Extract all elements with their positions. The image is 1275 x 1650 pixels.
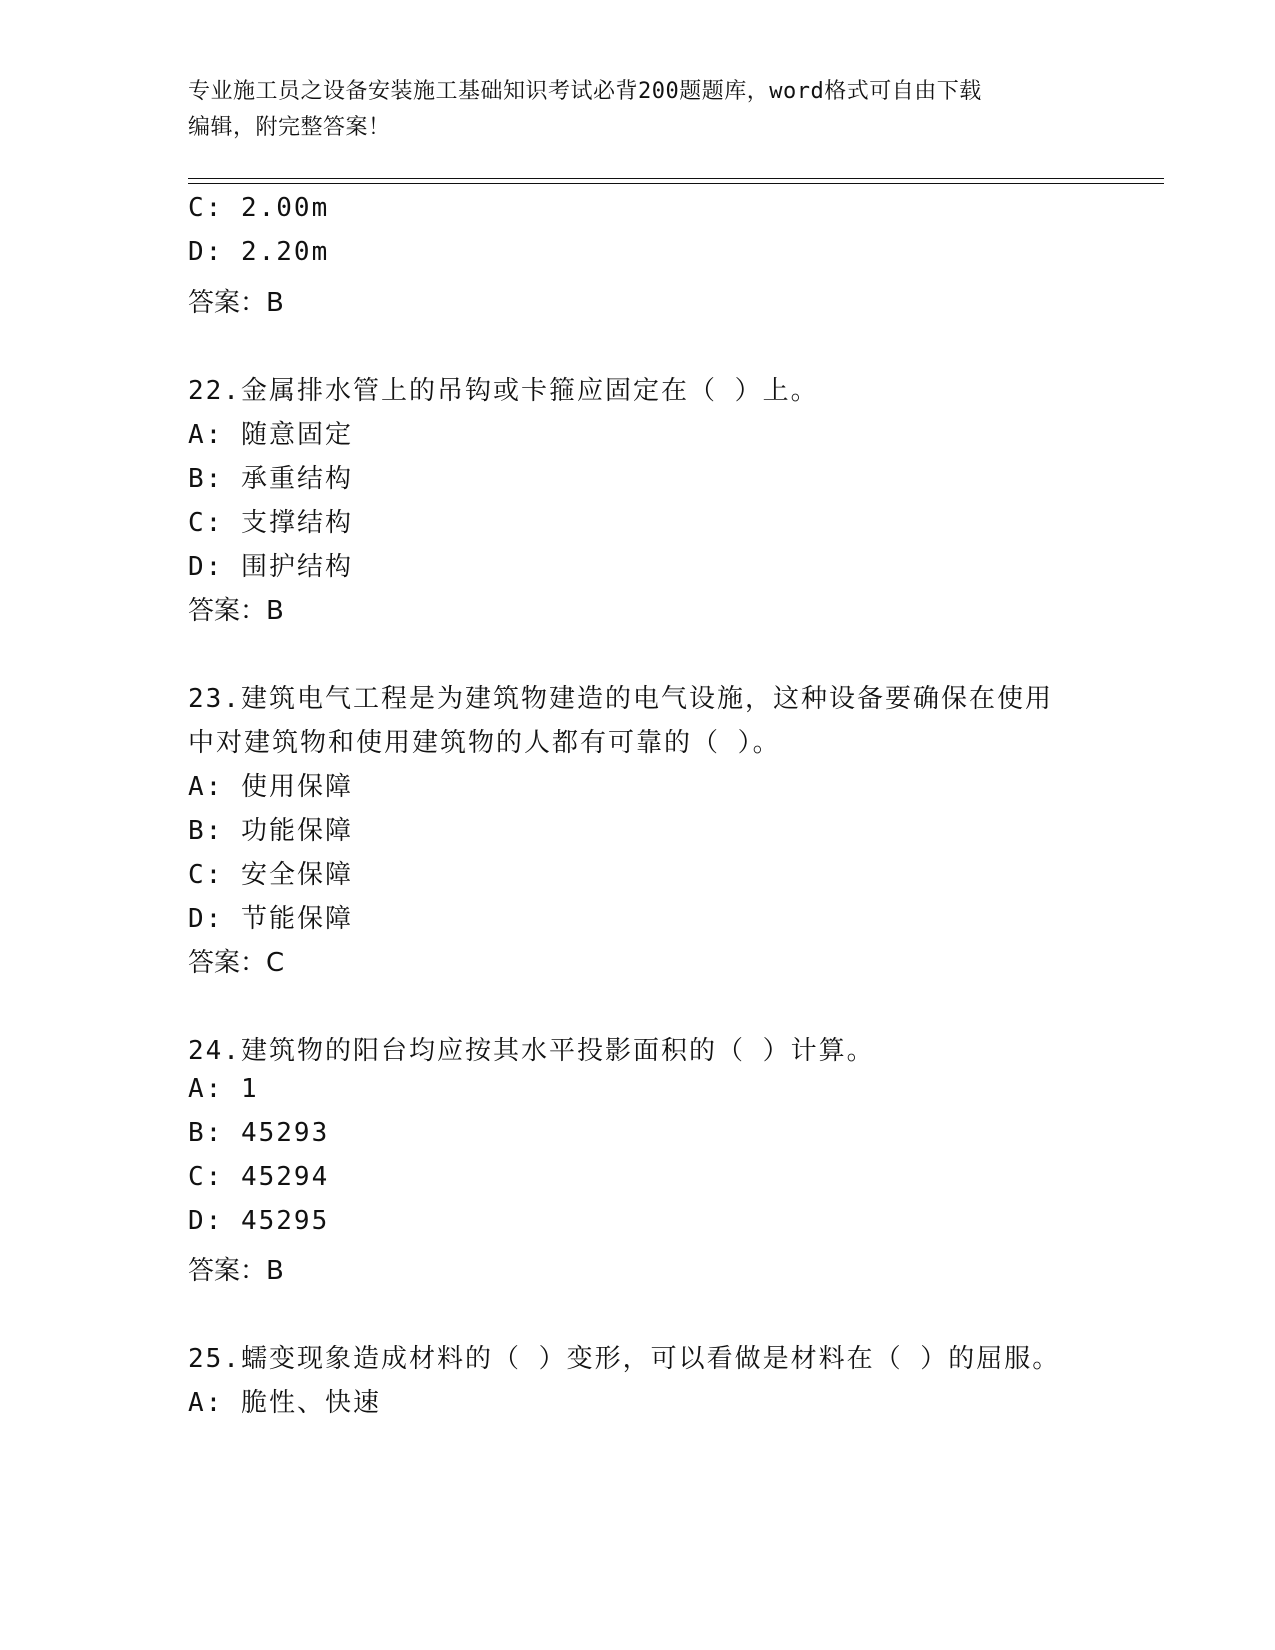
q23-answer: 答案：C (188, 948, 285, 978)
q22-answer: 答案：B (188, 596, 284, 626)
q24-stem: 24.建筑物的阳台均应按其水平投影面积的（ ）计算。 (188, 1036, 875, 1066)
q25-option-a: A: 脆性、快速 (188, 1388, 381, 1418)
q23-option-c: C: 安全保障 (188, 860, 353, 890)
q22-option-d: D: 围护结构 (188, 552, 353, 582)
header-divider-bottom (188, 183, 1164, 184)
q22-option-c: C: 支撑结构 (188, 508, 353, 538)
q22-stem: 22.金属排水管上的吊钩或卡箍应固定在（ ）上。 (188, 376, 819, 406)
q21-option-d: D: 2.20m (188, 237, 330, 267)
header-title-line-1: 专业施工员之设备安装施工基础知识考试必背200题题库，word格式可自由下载 (188, 79, 982, 104)
q23-option-a: A: 使用保障 (188, 772, 353, 802)
q21-option-c: C: 2.00m (188, 193, 330, 223)
q23-stem-line-2: 中对建筑物和使用建筑物的人都有可靠的（ ）。 (188, 728, 781, 758)
q24-option-d: D: 45295 (188, 1206, 330, 1236)
q23-option-d: D: 节能保障 (188, 904, 353, 934)
header-title-line-2: 编辑，附完整答案！ (188, 115, 391, 140)
document-header (188, 74, 1068, 146)
header-divider-top (188, 178, 1164, 179)
q22-option-a: A: 随意固定 (188, 420, 353, 450)
q24-option-c: C: 45294 (188, 1162, 330, 1192)
q23-stem-line-1: 23.建筑电气工程是为建筑物建造的电气设施，这种设备要确保在使用 (188, 684, 1053, 714)
q24-answer: 答案：B (188, 1256, 284, 1286)
q25-stem: 25.蠕变现象造成材料的（ ）变形，可以看做是材料在（ ）的屈服。 (188, 1344, 1061, 1374)
q21-answer: 答案：B (188, 288, 284, 318)
q24-option-b: B: 45293 (188, 1118, 330, 1148)
q22-option-b: B: 承重结构 (188, 464, 353, 494)
q24-option-a: A: 1 (188, 1074, 259, 1104)
q23-option-b: B: 功能保障 (188, 816, 353, 846)
